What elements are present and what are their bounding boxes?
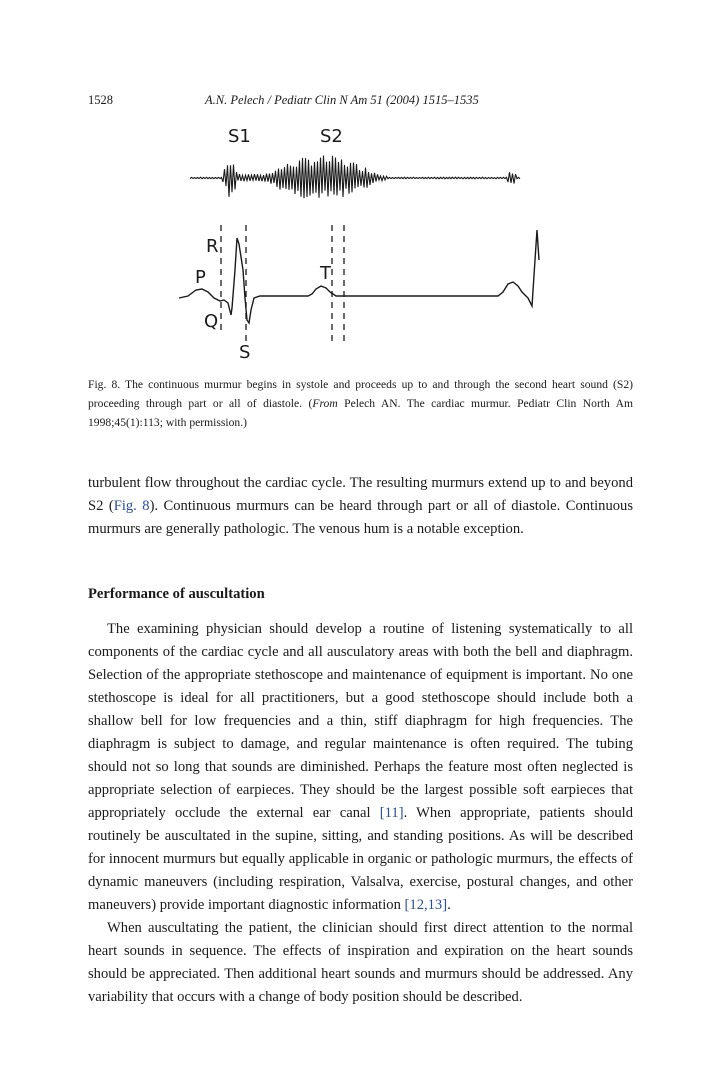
running-title: A.N. Pelech / Pediatr Clin N Am 51 (2004) 1515–1535 (205, 93, 479, 107)
label-q: Q (204, 311, 219, 332)
paragraph-text: . (447, 897, 451, 913)
caption-text: Fig. 8. The continuous murmur begins in systole and proceeds up to and through the second heart sound (S2) proceeding through part or all of diastole. ( (88, 378, 633, 410)
paragraph: When auscultating the patient, the clinician should first direct attention to the normal heart sounds in sequence. The effects of inspiration and expiration on the heart sounds should be appreciated. Then additional heart sounds and murmurs should be addressed. Any variability that occurs with a change of body position should be described. (88, 920, 633, 1005)
caption-source: Pelech AN. The cardiac murmur. Pediatr Clin North Am 1998;45(1):113; with permission.) (88, 397, 634, 429)
figure-8 (88, 120, 633, 360)
figure-caption (88, 375, 633, 432)
running-header (88, 93, 633, 109)
body-text (88, 472, 633, 1009)
phonocardiogram-trace (190, 156, 520, 199)
label-s2: S2 (320, 126, 343, 147)
paragraph-text: . When appropriate, patients should routinely be auscultated in the supine, sitting, and standing positions. As will be described for innocent murmurs but equally applicable in organic or pathologic murmurs, the effects of dynamic maneuvers (including respiration, Valsalva, exercise, postural changes, and other maneuvers) provide important diagnostic information (88, 805, 633, 913)
label-s: S (239, 342, 251, 360)
label-r: R (206, 236, 219, 257)
paragraph-text: turbulent flow throughout the cardiac cycle. The resulting murmurs extend up to and beyond S2 ( (88, 475, 633, 514)
figure-link[interactable]: Fig. 8 (113, 498, 150, 514)
reference-link[interactable]: [12,13] (404, 897, 448, 913)
label-p: P (195, 267, 206, 288)
reference-link[interactable]: [11] (379, 805, 404, 821)
phonocardiogram-ecg-diagram (88, 120, 633, 360)
paragraph-text: ). Continuous murmurs can be heard through part or all of diastole. Continuous murmurs are generally pathologic. The venous hum is a notable exception. (88, 498, 634, 537)
paragraph-text: The examining physician should develop a routine of listening systematically to all components of the cardiac cycle and all ausculatory areas with both the bell and diaphragm. Selection of the appropriate stethoscope and maintenance of equipment is important. No one stethoscope is ideal for all practitioners, but a good stethoscope should include both a shallow bell for low frequencies and a thin, stiff diaphragm for high frequencies. The diaphragm is subject to damage, and regular maintenance is often required. The tubing should not so long that sounds are diminished. Perhaps the feature most often neglected is appropriate selection of earpieces. They should be the largest possible soft earpieces that appropriately occlude the external ear canal (88, 621, 633, 821)
label-t: T (320, 263, 331, 284)
paragraph (88, 618, 633, 917)
paragraph (88, 472, 633, 541)
ecg-trace (179, 230, 539, 323)
page-number: 1528 (88, 93, 113, 107)
section-heading: Performance of auscultation (88, 586, 265, 602)
caption-from: From (312, 397, 338, 410)
label-s1: S1 (228, 126, 251, 147)
